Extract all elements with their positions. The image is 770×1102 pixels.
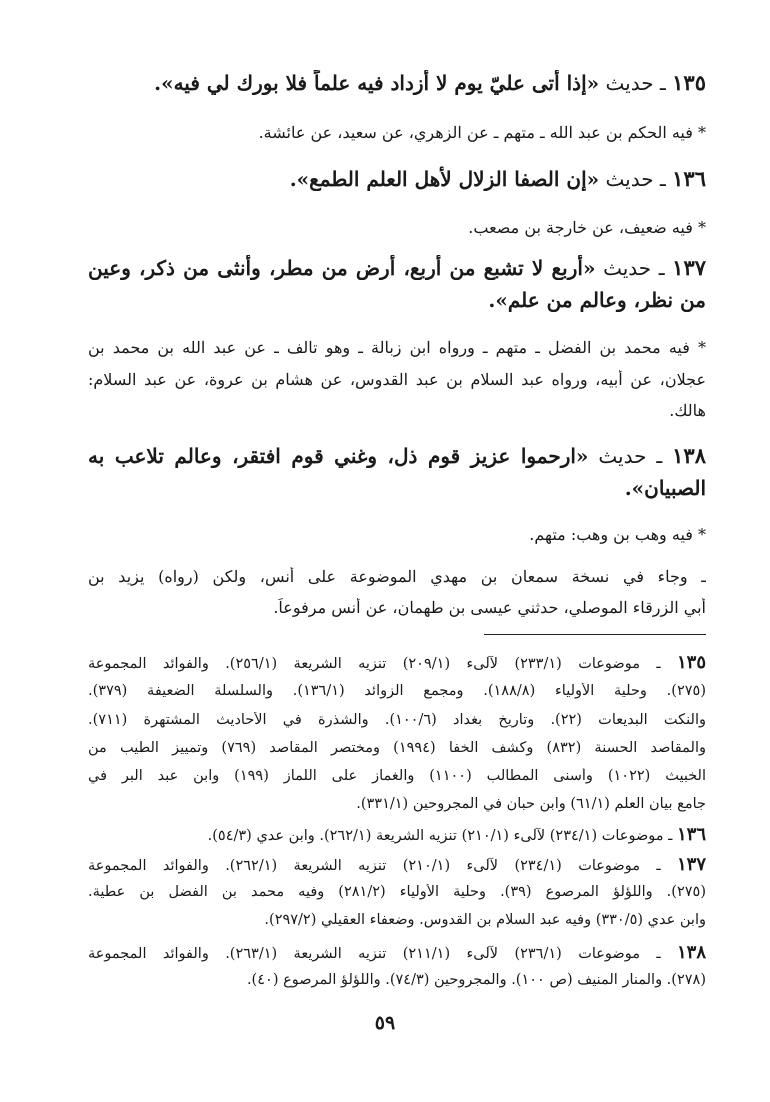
page-body [88,0,706,1102]
hadith-text-continued: الصبيان». [624,476,706,500]
entry-137-comment: * فيه محمد بن الفضل ـ متهم ـ ورواه ابن زبالة ـ وهو تالف ـ عن عبد الله بن محمد بن [88,338,706,357]
hadith-text: «ارحموا عزيز قوم ذل، وغني قوم افتقر، وعالم تلاعب به [88,444,589,468]
entry-136-heading [88,166,706,191]
footnote-text: ـ موضوعات (٢٣٤/١) لآلىء (٢١٠/١) تنزيه الشريعة (٢٦٢/١). والفوائد المجموعة [88,858,661,874]
entry-136-comment: * فيه ضعيف، عن خارجة بن مصعب. [468,218,706,237]
footnote-text: ـ موضوعات (٢٣٦/١) لآلىء (٢١١/١) تنزيه الشريعة (٢٦٣/١). والفوائد المجموعة [88,946,661,962]
entry-135-comment: * فيه الحكم بن عبد الله ـ متهم ـ عن الزهري، عن سعيد، عن عائشة. [258,123,706,142]
entry-number: ١٣٧ [672,255,706,280]
hadith-text: «أربع لا تشبع من أربع، أرض من مطر، وأنثى من ذكر، وعين [88,256,596,280]
footnote-number: ١٣٦ [676,824,706,845]
footnote-138-line: (٢٧٨). والمنار المنيف (ص ١٠٠). والمجروحين (٧٤/٣). واللؤلؤ المرصوع (٤٠). [246,972,706,988]
hadith-text: «إذا أتى عليّ يوم لا أزداد فيه علماً فلا بورك لي فيه». [154,71,600,95]
hadith-text: «إن الصفا الزلال لأهل العلم الطمع». [289,167,600,191]
footnote-135-line: والنكت البديعات (٢٢). وتاريخ بغداد (١٠٠/٦). والشذرة في الأحاديث المشتهرة (٧١١). [88,712,706,728]
footnote-138 [88,942,706,963]
hadith-text-continued: من نظر، وعالم من علم». [488,288,706,312]
footnote-text: ـ موضوعات (٢٣٤/١) لآلىء (٢١٠/١) تنزيه الشريعة (٢٦٢/١). وابن عدي (٥٤/٣). [207,828,673,844]
footnote-separator [484,634,706,635]
page-number: ٥٩ [374,1012,396,1034]
footnote-135-line: والمقاصد الحسنة (٨٣٢) وكشف الخفا (١٩٩٤) ومختصر المقاصد (٧٦٩) وتمييز الطيب من [88,740,706,756]
footnote-number: ١٣٨ [677,942,706,963]
entry-138-comment: * فيه وهب بن وهب: متهم. [529,525,706,544]
entry-137-comment: هالك. [669,401,706,420]
footnote-135-line: الخبيث (١٠٢٢) وأسنى المطالب (١١٠٠) والغماز على اللماز (١٩٩) وابن عبد البر في [88,768,706,784]
entry-138-note: ـ وجاء في نسخة سمعان بن مهدي الموضوعة على أنس، ولكن (رواه) يزيد بن [88,567,706,586]
entry-138-heading [88,443,706,468]
footnote-137 [88,854,706,875]
footnote-137-line: (٢٧٥). واللؤلؤ المرصوع (٣٩). وحلية الأولياء (٢٨١/٢) وفيه محمد بن الفضل بن عطية. [88,884,706,900]
footnote-number: ١٣٧ [677,854,706,875]
footnote-number: ١٣٥ [677,652,706,673]
entry-number: ١٣٥ [672,70,706,95]
footnote-135 [88,652,706,673]
footnote-135-line: (٢٧٥). وحلية الأولياء (١٨٨/٨). ومجمع الزوائد (١٣٦/١). والسلسلة الضعيفة (٣٧٩). [88,683,706,699]
entry-number: ١٣٦ [672,166,706,191]
entry-label: ـ حديث [605,71,666,95]
entry-label: ـ حديث [603,256,665,280]
footnote-137-line: وابن عدي (٣٣٠/٥) وفيه عبد السلام بن القدوس. وضعفاء العقيلي (٢٩٧/٢). [264,912,706,928]
entry-label: ـ حديث [605,167,666,191]
entry-label: ـ حديث [598,444,663,468]
footnote-135-line: جامع بيان العلم (٦١/١) وابن حبان في المجروحين (٣٣١/١). [356,796,706,812]
entry-number: ١٣٨ [672,443,706,468]
footnote-text: ـ موضوعات (٢٣٣/١) لآلىء (٢٠٩/١) تنزيه الشريعة (٢٥٦/١). والفوائد المجموعة [88,656,661,672]
entry-138-note: أبي الزرقاء الموصلي، حدثني عيسى بن طهمان، عن أنس مرفوعاً. [273,598,706,617]
entry-137-comment: عجلان، عن أبيه، ورواه عبد السلام بن عبد القدوس، عن هشام بن عروة، عن عبد السلام: [88,370,706,389]
footnote-136 [88,824,706,845]
entry-137-heading [88,255,706,280]
entry-135-heading [88,70,706,95]
